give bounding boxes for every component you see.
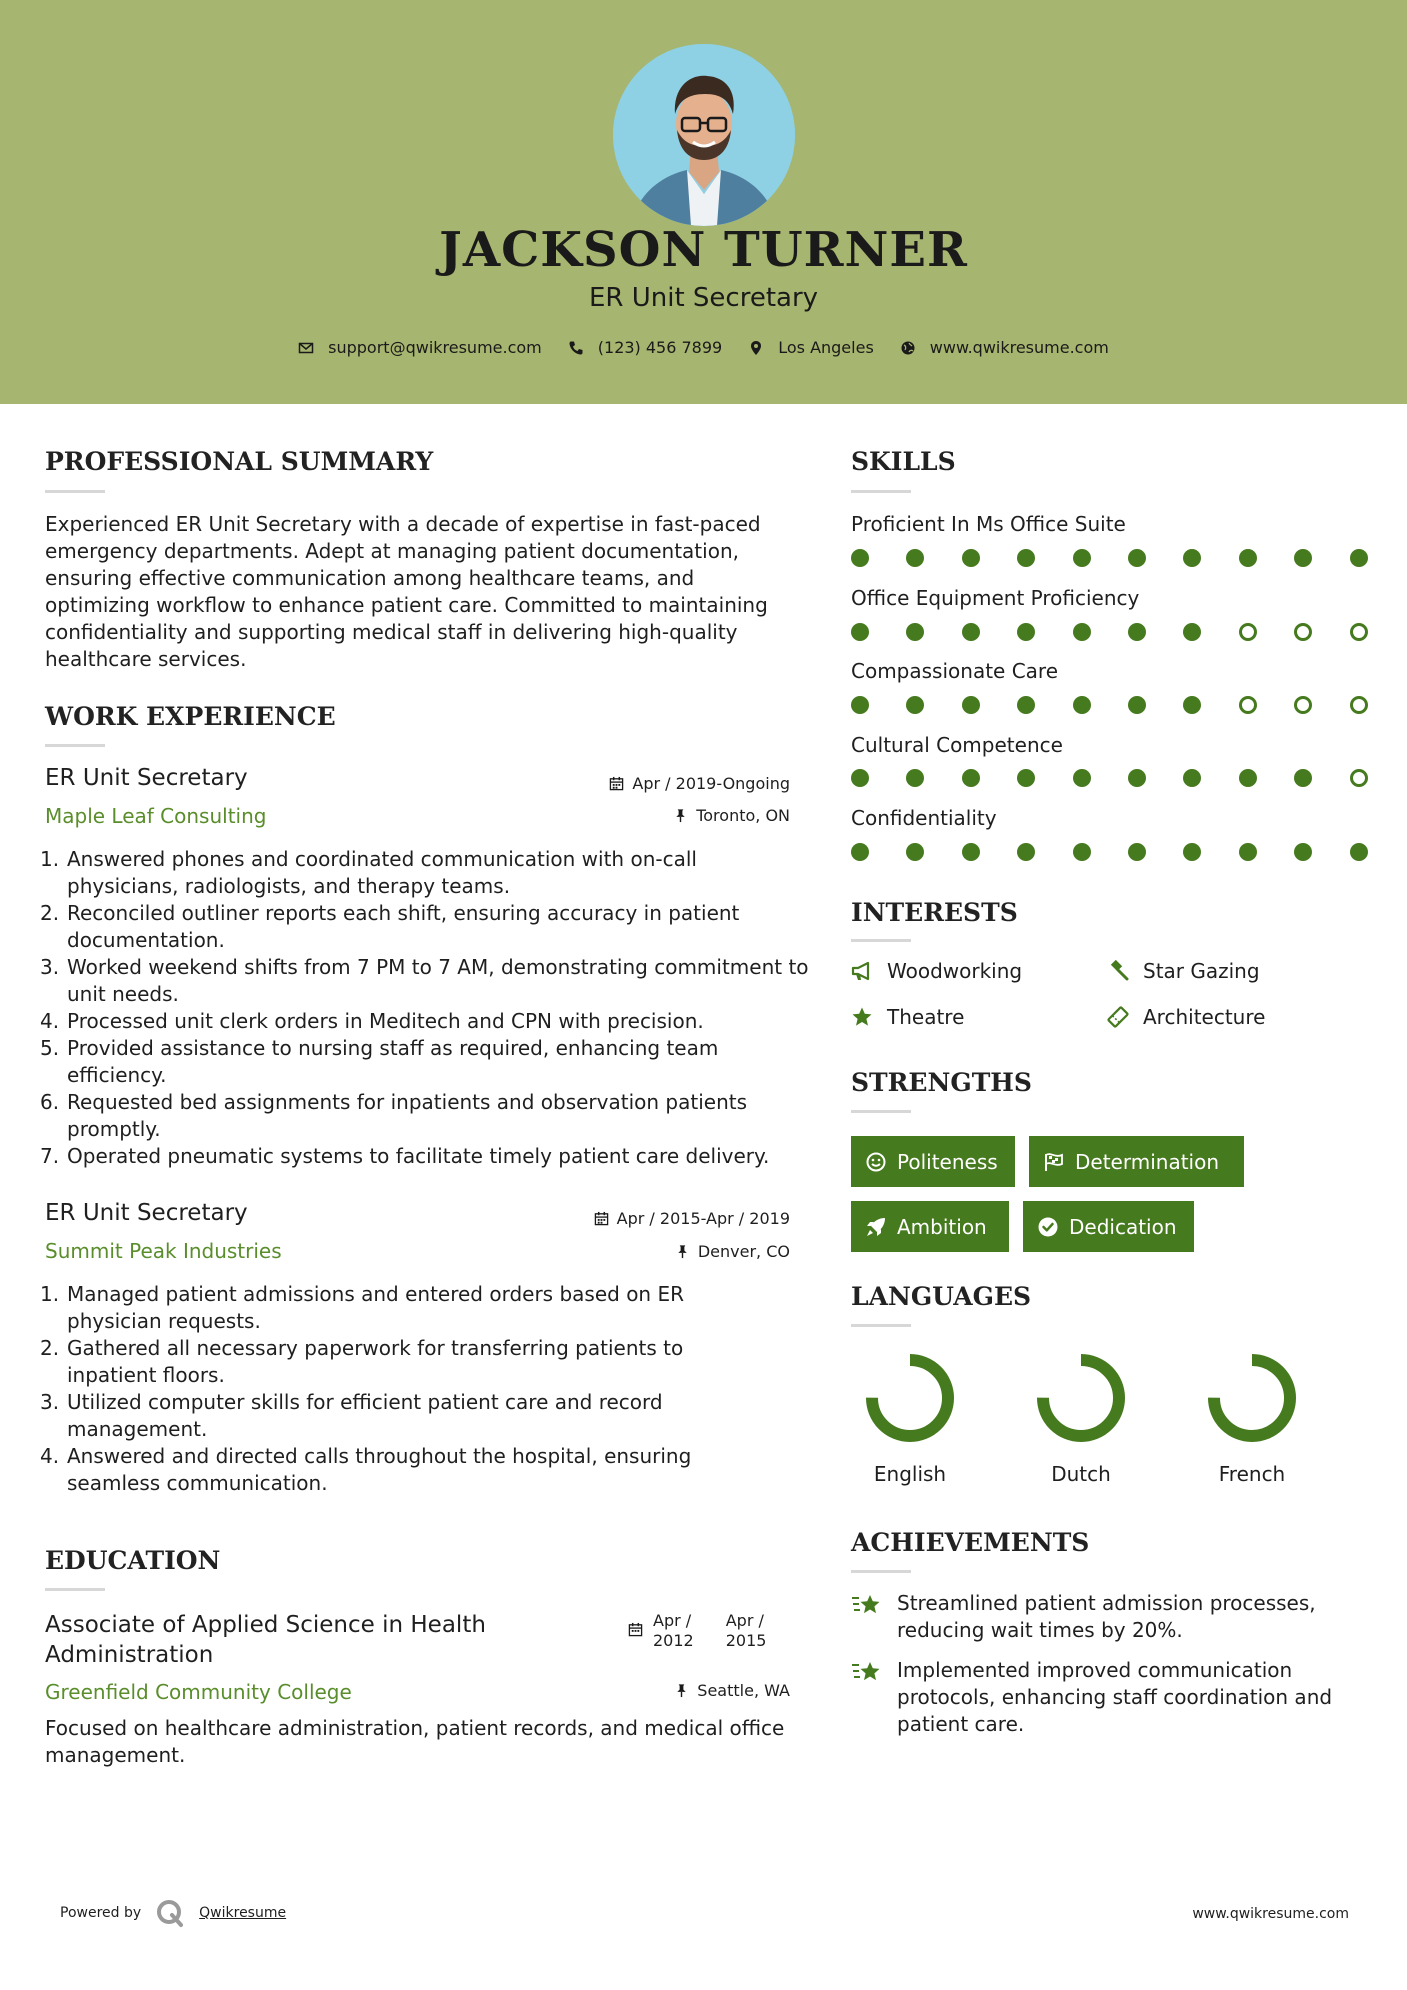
- ticket-icon: [1107, 1006, 1129, 1028]
- calendar-icon: [628, 1622, 643, 1637]
- contact-location: [748, 338, 874, 357]
- rating-dot-filled: [1128, 696, 1146, 714]
- avatar: [613, 44, 795, 226]
- rating-dot-filled: [906, 843, 924, 861]
- thumbtack-icon: [674, 1683, 689, 1698]
- rating-dot-filled: [1350, 549, 1368, 567]
- rating-dot-filled: [1073, 696, 1091, 714]
- job-2-dates: [594, 1209, 790, 1228]
- list-number: 2.: [40, 901, 60, 925]
- strength-label: Dedication: [1069, 1214, 1177, 1239]
- rating-dot-filled: [1073, 769, 1091, 787]
- language-label: Dutch: [1051, 1462, 1111, 1486]
- rating-dot-filled: [906, 623, 924, 641]
- language-item: [845, 1350, 975, 1486]
- summary-divider: [45, 490, 105, 493]
- rating-dot-filled: [1294, 843, 1312, 861]
- rating-dot-filled: [1239, 843, 1257, 861]
- duty-text: Operated pneumatic systems to facilitate timely patient care delivery.: [67, 1144, 770, 1168]
- rating-dot-filled: [962, 843, 980, 861]
- rating-dot-filled: [1183, 623, 1201, 641]
- rating-dot-filled: [1017, 549, 1035, 567]
- duty-text: Managed patient admissions and entered orders based on ER physician requests.: [67, 1282, 684, 1333]
- list-number: 2.: [40, 1336, 60, 1360]
- list-item: [40, 1089, 810, 1143]
- skill-rating: [851, 841, 1361, 863]
- language-ring: [1033, 1350, 1129, 1446]
- interest-label: Woodworking: [887, 959, 1023, 983]
- contact-phone[interactable]: [568, 338, 722, 357]
- duty-text: Processed unit clerk orders in Meditech and CPN with precision.: [67, 1009, 704, 1033]
- rating-dot-filled: [1183, 769, 1201, 787]
- rating-dot-filled: [851, 769, 869, 787]
- languages-divider: [851, 1324, 911, 1327]
- globe-icon: [900, 340, 916, 356]
- bullhorn-icon: [851, 960, 873, 982]
- rating-dot-filled: [1128, 843, 1146, 861]
- strength-tag-ambition: [851, 1201, 1009, 1252]
- list-number: 3.: [40, 1390, 60, 1414]
- education-dates: [628, 1611, 766, 1651]
- list-item: [40, 1143, 810, 1170]
- rating-dot-filled: [851, 549, 869, 567]
- interests-heading: INTERESTS: [851, 898, 1018, 927]
- language-ring-arc: [1214, 1360, 1290, 1436]
- rating-dot-filled: [1128, 623, 1146, 641]
- rating-dot-filled: [1128, 769, 1146, 787]
- rating-dot-filled: [1183, 696, 1201, 714]
- rating-dot-empty: [1294, 696, 1312, 714]
- list-item: [40, 846, 810, 900]
- duty-text: Utilized computer skills for efficient patient care and record management.: [67, 1390, 663, 1441]
- qwikresume-logo-icon: [155, 1898, 185, 1928]
- job-1-dates: [609, 774, 790, 793]
- footer-powered-by: [60, 1898, 286, 1928]
- candidate-name: JACKSON TURNER: [439, 222, 968, 278]
- job-2-company: Summit Peak Industries: [45, 1239, 282, 1263]
- job-1-company: Maple Leaf Consulting: [45, 804, 267, 828]
- calendar-icon: [594, 1211, 609, 1226]
- education-end-month: Apr /: [725, 1611, 764, 1630]
- contact-email[interactable]: [298, 338, 542, 357]
- contact-website-text: www.qwikresume.com: [929, 338, 1109, 357]
- thumbtack-icon: [673, 808, 688, 823]
- skill-label: Office Equipment Proficiency: [851, 586, 1140, 610]
- rating-dot-filled: [851, 623, 869, 641]
- rating-dot-filled: [851, 843, 869, 861]
- rating-dot-filled: [1239, 769, 1257, 787]
- education-location: [674, 1681, 790, 1700]
- job-1-title: ER Unit Secretary: [45, 765, 248, 791]
- rating-dot-filled: [1073, 623, 1091, 641]
- rating-dot-empty: [1350, 769, 1368, 787]
- job-1-location: [673, 806, 790, 825]
- language-ring: [862, 1350, 958, 1446]
- skills-divider: [851, 490, 911, 493]
- achievements-divider: [851, 1570, 911, 1573]
- strength-tag-politeness: [851, 1136, 1015, 1187]
- duty-text: Answered phones and coordinated communication with on-call physicians, radiologists, and therapy teams.: [67, 847, 697, 898]
- list-number: 3.: [40, 955, 60, 979]
- calendar-icon: [609, 776, 624, 791]
- education-divider: [45, 1588, 105, 1591]
- rating-dot-filled: [1239, 549, 1257, 567]
- skill-label: Cultural Competence: [851, 733, 1063, 757]
- skill-rating: [851, 547, 1361, 569]
- skill-label: Confidentiality: [851, 806, 997, 830]
- list-item: [40, 1035, 810, 1089]
- job-1-location-text: Toronto, ON: [696, 806, 790, 825]
- list-number: 4.: [40, 1444, 60, 1468]
- language-item: [1016, 1350, 1146, 1486]
- rating-dot-filled: [1294, 769, 1312, 787]
- education-heading: EDUCATION: [45, 1546, 221, 1575]
- thumbtack-icon: [675, 1244, 690, 1259]
- rating-dot-filled: [906, 549, 924, 567]
- rating-dot-filled: [1073, 549, 1091, 567]
- flag-icon: [1043, 1151, 1065, 1173]
- contact-bar: [0, 338, 1407, 357]
- job-2-duties: [40, 1281, 760, 1497]
- summary-text: Experienced ER Unit Secretary with a decade of expertise in fast-paced emergency departments. Adept at managing patient documentation, ensuring effective communication among healthcare teams, and optimizing workflow to enhance patient care. Committed to maintaining confidentiality and supporting medical staff in delivering high-quality healthcare services.: [45, 512, 768, 671]
- rocket-icon: [865, 1216, 887, 1238]
- rating-dot-filled: [1017, 696, 1035, 714]
- strength-label: Determination: [1075, 1149, 1220, 1174]
- duty-text: Gathered all necessary paperwork for transferring patients to inpatient floors.: [67, 1336, 684, 1387]
- rating-dot-filled: [1128, 549, 1146, 567]
- contact-location-text: Los Angeles: [778, 338, 874, 357]
- list-item: [40, 1281, 760, 1335]
- list-number: 6.: [40, 1090, 60, 1114]
- interest-label: Architecture: [1143, 1005, 1266, 1029]
- rating-dot-filled: [1183, 549, 1201, 567]
- interest-item: [851, 959, 1022, 983]
- language-ring-arc: [872, 1360, 948, 1436]
- map-marker-icon: [748, 340, 764, 356]
- list-number: 7.: [40, 1144, 60, 1168]
- education-degree: Associate of Applied Science in Health Administration: [45, 1612, 486, 1668]
- education-end-year: 2015: [725, 1631, 767, 1650]
- languages-heading: LANGUAGES: [851, 1282, 1032, 1311]
- job-2-dates-text: Apr / 2015-Apr / 2019: [616, 1209, 790, 1228]
- achievements-heading: ACHIEVEMENTS: [851, 1528, 1090, 1557]
- rating-dot-empty: [1294, 623, 1312, 641]
- list-item: [40, 954, 810, 1008]
- rating-dot-filled: [1073, 843, 1091, 861]
- footer-brand-link[interactable]: Qwikresume: [199, 1905, 287, 1921]
- job-1-duties: [40, 846, 810, 1170]
- skill-label: Proficient In Ms Office Suite: [851, 512, 1126, 536]
- list-item: [40, 1443, 760, 1497]
- envelope-icon: [298, 340, 314, 356]
- language-label: French: [1218, 1462, 1286, 1486]
- interest-item: [851, 1005, 964, 1029]
- achievement-item: [851, 1590, 1371, 1644]
- skill-label: Compassionate Care: [851, 659, 1059, 683]
- education-end: [726, 1611, 767, 1651]
- rating-dot-filled: [906, 769, 924, 787]
- interest-label: Star Gazing: [1143, 959, 1260, 983]
- strength-tag-dedication: [1023, 1201, 1194, 1252]
- achievement-text: Streamlined patient admission processes, reducing wait times by 20%.: [897, 1591, 1316, 1642]
- duty-text: Worked weekend shifts from 7 PM to 7 AM, demonstrating commitment to unit needs.: [67, 955, 809, 1006]
- achievement-item: [851, 1657, 1371, 1738]
- powered-by-label: Powered by: [60, 1905, 142, 1921]
- skills-heading: SKILLS: [851, 447, 956, 476]
- skill-rating: [851, 621, 1361, 643]
- rating-dot-filled: [1017, 769, 1035, 787]
- language-label: English: [873, 1462, 947, 1486]
- rating-dot-filled: [962, 549, 980, 567]
- duty-text: Answered and directed calls throughout the hospital, ensuring seamless communication.: [67, 1444, 692, 1495]
- rating-dot-filled: [1017, 843, 1035, 861]
- interest-label: Theatre: [887, 1005, 965, 1029]
- skill-rating: [851, 767, 1361, 789]
- rating-dot-empty: [1350, 696, 1368, 714]
- list-item: [40, 1008, 810, 1035]
- star-burst-icon: [851, 1659, 883, 1687]
- rating-dot-filled: [962, 769, 980, 787]
- footer-url[interactable]: www.qwikresume.com: [1192, 1906, 1349, 1922]
- summary-heading: PROFESSIONAL SUMMARY: [45, 447, 434, 476]
- list-number: 1.: [40, 847, 60, 871]
- achievement-text: Implemented improved communication protocols, enhancing staff coordination and patient care.: [897, 1658, 1333, 1736]
- rating-dot-empty: [1239, 623, 1257, 641]
- experience-heading: WORK EXPERIENCE: [45, 702, 336, 731]
- skill-rating: [851, 694, 1361, 716]
- duty-text: Requested bed assignments for inpatients and observation patients promptly.: [67, 1090, 748, 1141]
- list-item: [40, 1389, 760, 1443]
- star-burst-icon: [851, 1592, 883, 1620]
- header-banner: [0, 0, 1407, 404]
- contact-website[interactable]: [900, 338, 1109, 357]
- education-location-text: Seattle, WA: [697, 1681, 790, 1700]
- rating-dot-filled: [962, 623, 980, 641]
- rating-dot-empty: [1239, 696, 1257, 714]
- list-number: 1.: [40, 1282, 60, 1306]
- star-icon: [851, 1006, 873, 1028]
- phone-icon: [568, 340, 584, 356]
- person-photo: [613, 44, 795, 226]
- strength-tag-determination: [1029, 1136, 1244, 1187]
- list-item: [40, 900, 810, 954]
- interests-divider: [851, 939, 911, 942]
- interest-item: [1107, 959, 1260, 983]
- smile-icon: [865, 1151, 887, 1173]
- rating-dot-filled: [962, 696, 980, 714]
- list-number: 5.: [40, 1036, 60, 1060]
- rating-dot-filled: [1183, 843, 1201, 861]
- strength-label: Politeness: [897, 1149, 998, 1174]
- duty-text: Reconciled outliner reports each shift, ensuring accuracy in patient documentation.: [67, 901, 740, 952]
- rating-dot-empty: [1350, 623, 1368, 641]
- education-description: Focused on healthcare administration, patient records, and medical office management.: [45, 1716, 785, 1767]
- education-start: [653, 1611, 694, 1651]
- job-2-location-text: Denver, CO: [697, 1242, 790, 1261]
- strength-label: Ambition: [897, 1214, 987, 1239]
- list-item: [40, 1335, 760, 1389]
- contact-phone-text: (123) 456 7899: [597, 338, 723, 357]
- duty-text: Provided assistance to nursing staff as required, enhancing team efficiency.: [67, 1036, 719, 1087]
- list-number: 4.: [40, 1009, 60, 1033]
- education-start-month: Apr /: [653, 1611, 692, 1630]
- job-2-location: [675, 1242, 790, 1261]
- contact-email-text: support@qwikresume.com: [328, 338, 542, 357]
- language-ring: [1204, 1350, 1300, 1446]
- rating-dot-filled: [1350, 843, 1368, 861]
- check-circle-icon: [1037, 1216, 1059, 1238]
- rating-dot-filled: [851, 696, 869, 714]
- language-ring-arc: [1043, 1360, 1119, 1436]
- rating-dot-filled: [906, 696, 924, 714]
- job-2-title: ER Unit Secretary: [45, 1200, 248, 1226]
- education-school: Greenfield Community College: [45, 1680, 352, 1704]
- strengths-heading: STRENGTHS: [851, 1068, 1032, 1097]
- rating-dot-filled: [1294, 549, 1312, 567]
- language-item: [1187, 1350, 1317, 1486]
- gavel-icon: [1107, 960, 1129, 982]
- job-title: ER Unit Secretary: [588, 283, 819, 313]
- job-1-dates-text: Apr / 2019-Ongoing: [632, 774, 790, 793]
- rating-dot-filled: [1017, 623, 1035, 641]
- experience-divider: [45, 744, 105, 747]
- education-start-year: 2012: [653, 1631, 694, 1650]
- interest-item: [1107, 1005, 1265, 1029]
- strengths-divider: [851, 1110, 911, 1113]
